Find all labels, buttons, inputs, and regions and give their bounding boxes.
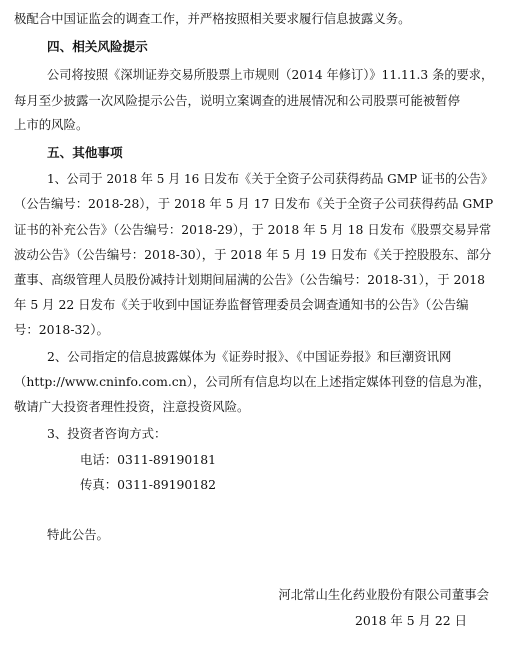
paragraph-line: 年 5 月 22 日发布《关于收到中国证券监督管理委员会调查通知书的公告》（公告编	[14, 297, 469, 312]
paragraph-line: 董事、高级管理人员股份减持计划期间届满的公告》（公告编号：2018-31），于 2018	[14, 272, 486, 287]
paragraph-line: 2、公司指定的信息披露媒体为《证券时报》、《中国证券报》和巨潮资讯网	[47, 349, 452, 364]
paragraph-line: 敬请广大投资者理性投资，注意投资风险。	[14, 399, 250, 414]
paragraph-line: 公司将按照《深圳证券交易所股票上市规则（2014 年修订）》11.11.3 条的要求，	[47, 67, 494, 82]
paragraph-line: 极配合中国证监会的调查工作，并严格按照相关要求履行信息披露义务。	[14, 11, 411, 26]
closing-remark: 特此公告。	[47, 527, 109, 542]
paragraph-line: 3、投资者咨询方式：	[47, 426, 167, 441]
section-heading-risk: 四、相关风险提示	[47, 39, 148, 54]
contact-phone: 电话：0311-89190181	[80, 452, 216, 467]
paragraph-line: （http://www.cninfo.com.cn），公司所有信息均以在上述指定媒体刊登的信息为准，	[14, 374, 491, 389]
signatory: 河北常山生化药业股份有限公司董事会	[278, 587, 489, 602]
paragraph-line: 上市的风险。	[14, 117, 89, 132]
paragraph-line: 证书的补充公告》（公告编号：2018-29），于 2018 年 5 月 18 日发布《股票交易异常	[14, 222, 492, 237]
paragraph-line: 波动公告》（公告编号：2018-30），于 2018 年 5 月 19 日发布《关于控股股东、部分	[14, 247, 492, 262]
paragraph-line: 号：2018-32）。	[14, 322, 109, 337]
paragraph-line: （公告编号：2018-28），于 2018 年 5 月 17 日发布《关于全资子公司获得药品 GMP	[14, 196, 494, 211]
paragraph-line: 1、公司于 2018 年 5 月 16 日发布《关于全资子公司获得药品 GMP 证书的公告》	[47, 171, 494, 186]
paragraph-line: 每月至少披露一次风险提示公告，说明立案调查的进展情况和公司股票可能被暂停	[14, 93, 461, 108]
contact-fax: 传真：0311-89190182	[80, 477, 216, 492]
signature-date: 2018 年 5 月 22 日	[354, 613, 467, 628]
section-heading-other: 五、其他事项	[47, 145, 123, 160]
